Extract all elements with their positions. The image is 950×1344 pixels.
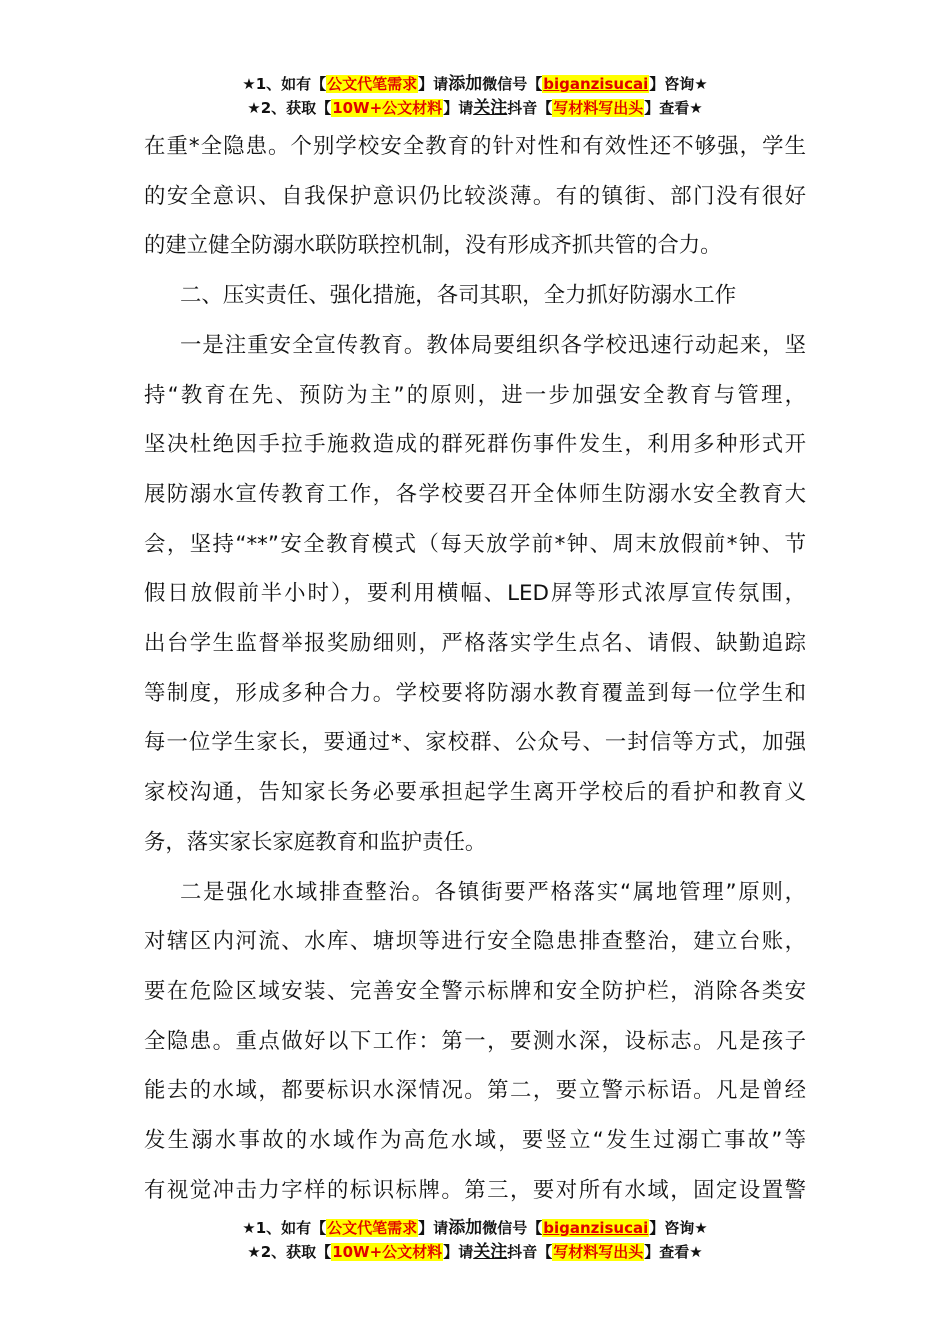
banner-emphasis: 添加 bbox=[448, 1218, 483, 1238]
banner-highlight: 写材料写出头 bbox=[553, 99, 644, 117]
banner-text: 】请 bbox=[443, 99, 474, 117]
body-line: 二是强化水域排查整治。各镇街要严格落实“属地管理”原则， bbox=[180, 879, 806, 905]
banner-text: 微信号【 bbox=[482, 1219, 543, 1237]
banner-text: 】请 bbox=[418, 75, 449, 93]
body-line: 会，坚持“**”安全教育模式（每天放学前*钟、周末放假前*钟、节 bbox=[144, 531, 806, 557]
banner-line-2 bbox=[0, 96, 950, 120]
header-banner-top bbox=[0, 72, 950, 120]
banner-line-1 bbox=[0, 72, 950, 96]
banner-emphasis: 添加 bbox=[448, 74, 483, 94]
banner-text: 】咨询★ bbox=[649, 75, 708, 93]
body-line: 假日放假前半小时），要利用横幅、LED屏等形式浓厚宣传氛围， bbox=[144, 581, 806, 607]
body-line: 的安全意识、自我保护意识仍比较淡薄。有的镇街、部门没有很好 bbox=[144, 183, 806, 209]
banner-text: ★2、获取【 bbox=[247, 1243, 332, 1261]
section-heading: 二、压实责任、强化措施，各司其职，全力抓好防溺水工作 bbox=[180, 283, 737, 309]
body-line: 发生溺水事故的水域作为高危水域，要竖立“发生过溺亡事故”等 bbox=[144, 1128, 806, 1154]
banner-line-2 bbox=[0, 1240, 950, 1264]
body-line: 全隐患。重点做好以下工作：第一，要测水深，设标志。凡是孩子 bbox=[144, 1028, 806, 1054]
header-banner-bottom bbox=[0, 1216, 950, 1264]
body-line: 家校沟通，告知家长务必要承担起学生离开学校后的看护和教育义 bbox=[144, 780, 806, 806]
body-line: 的建立健全防溺水联防联控机制，没有形成齐抓共管的合力。 bbox=[144, 233, 722, 259]
banner-text: 】查看★ bbox=[644, 99, 703, 117]
body-line: 等制度，形成多种合力。学校要将防溺水教育覆盖到每一位学生和 bbox=[144, 680, 806, 706]
banner-text: 抖音【 bbox=[507, 99, 553, 117]
banner-emphasis: 关注 bbox=[473, 98, 508, 118]
banner-highlight: 公文代笔需求 bbox=[327, 75, 418, 93]
body-line: 坚决杜绝因手拉手施救造成的群死群伤事件发生，利用多种形式开 bbox=[144, 432, 806, 458]
body-line: 出台学生监督举报奖励细则，严格落实学生点名、请假、缺勤追踪 bbox=[144, 631, 806, 657]
body-line: 展防溺水宣传教育工作，各学校要召开全体师生防溺水安全教育大 bbox=[144, 481, 806, 507]
banner-wechat-id[interactable]: biganzisucai bbox=[543, 1219, 649, 1237]
body-line: 一是注重安全宣传教育。教体局要组织各学校迅速行动起来，坚 bbox=[180, 332, 806, 358]
banner-wechat-id[interactable]: biganzisucai bbox=[543, 75, 649, 93]
banner-highlight: 公文代笔需求 bbox=[327, 1219, 418, 1237]
body-line: 要在危险区域安装、完善安全警示标牌和安全防护栏，消除各类安 bbox=[144, 978, 806, 1004]
banner-text: 】查看★ bbox=[644, 1243, 703, 1261]
banner-highlight: 写材料写出头 bbox=[553, 1243, 644, 1261]
body-line: 对辖区内河流、水库、塘坝等进行安全隐患排查整治，建立台账， bbox=[144, 929, 806, 955]
banner-highlight: 10W+公文材料 bbox=[332, 1243, 443, 1261]
banner-text: ★1、如有【 bbox=[242, 75, 327, 93]
banner-text: ★2、获取【 bbox=[247, 99, 332, 117]
banner-line-1 bbox=[0, 1216, 950, 1240]
banner-emphasis: 关注 bbox=[473, 1242, 508, 1262]
body-line: 持“教育在先、预防为主”的原则，进一步加强安全教育与管理， bbox=[144, 382, 806, 408]
banner-text: 】请 bbox=[418, 1219, 449, 1237]
banner-text: ★1、如有【 bbox=[242, 1219, 327, 1237]
banner-highlight: 10W+公文材料 bbox=[332, 99, 443, 117]
banner-text: 抖音【 bbox=[507, 1243, 553, 1261]
banner-text: 微信号【 bbox=[482, 75, 543, 93]
banner-text: 】咨询★ bbox=[649, 1219, 708, 1237]
body-line: 在重*全隐患。个别学校安全教育的针对性和有效性还不够强，学生 bbox=[144, 134, 806, 159]
body-line: 有视觉冲击力字样的标识标牌。第三，要对所有水域，固定设置警 bbox=[144, 1177, 806, 1203]
banner-text: 】请 bbox=[443, 1243, 474, 1261]
body-line: 能去的水域，都要标识水深情况。第二，要立警示标语。凡是曾经 bbox=[144, 1078, 806, 1104]
document-body bbox=[144, 122, 806, 1215]
body-line: 每一位学生家长，要通过*、家校群、公众号、一封信等方式，加强 bbox=[144, 730, 806, 756]
body-line: 务，落实家长家庭教育和监护责任。 bbox=[144, 829, 487, 855]
